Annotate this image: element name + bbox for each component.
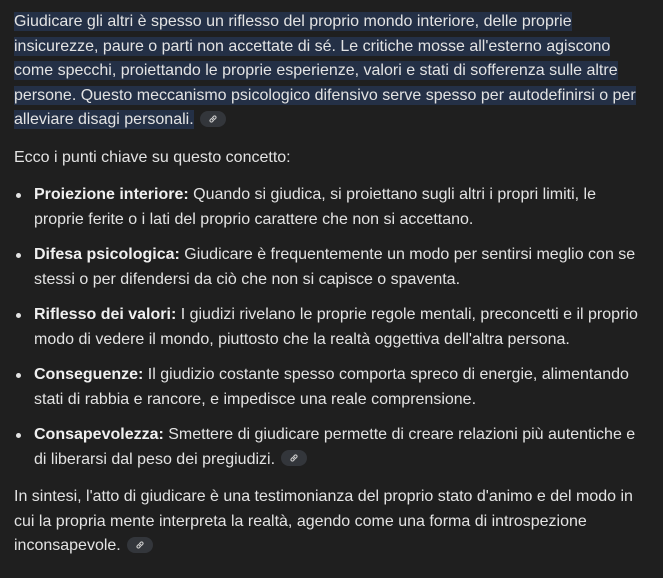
outro-paragraph (14, 485, 649, 559)
source-link-chip[interactable] (127, 537, 153, 553)
point-text: Il giudizio costante spesso comporta spreco di energie, alimentando stati di rabbia e rancore, e impedisce una reale comprensione. (34, 366, 629, 408)
lead-paragraph: Ecco i punti chiave su questo concetto: (14, 148, 291, 166)
bullet-icon (16, 313, 21, 318)
outro-text: In sintesi, l'atto di giudicare è una testimonianza del proprio stato d'animo e del modo in cui la propria mente interpreta la realtà, agendo come una forma di introspezione inconsapevole. (14, 488, 633, 554)
key-points-list (14, 183, 649, 472)
point-text: Smettere di giudicare permette di creare relazioni più autentiche e di liberarsi dal peso dei pregiudizi. (34, 426, 636, 468)
source-link-chip[interactable] (200, 111, 226, 127)
point-term: Difesa psicologica: (34, 246, 180, 263)
bullet-icon (16, 433, 21, 438)
point-term: Riflesso dei valori: (34, 306, 177, 323)
link-icon (135, 540, 145, 550)
intro-paragraph (14, 10, 649, 133)
bullet-icon (16, 253, 21, 258)
bullet-icon (16, 373, 21, 378)
list-item (14, 363, 649, 412)
point-text: Quando si giudica, si proiettano sugli altri i propri limiti, le proprie ferite o i lati del proprio carattere che non si accettano. (34, 186, 596, 228)
point-term: Proiezione interiore: (34, 186, 189, 203)
list-item (14, 423, 649, 472)
link-icon (208, 114, 218, 124)
list-item (14, 303, 649, 352)
bullet-icon (16, 193, 21, 198)
list-item (14, 243, 649, 292)
point-text: I giudizi rivelano le proprie regole mentali, preconcetti e il proprio modo di vedere il mondo, piuttosto che la realtà oggettiva dell'altra persona. (34, 306, 638, 348)
intro-highlight: Giudicare gli altri è spesso un riflesso del proprio mondo interiore, delle proprie insicurezze, paure o parti non accettate di sé. Le critiche mosse all'esterno agiscono come specchi, proiettando le proprie esperienze, valori e stati di sofferenza sulle altre persone. Questo meccanismo psicologico difensivo serve spesso per autodefinirsi o per alleviare disagi personali. (14, 13, 636, 128)
link-icon (289, 453, 299, 463)
point-text: Giudicare è frequentemente un modo per sentirsi meglio con se stessi o per difendersi da ciò che non si capisce o spaventa. (34, 246, 636, 288)
point-term: Conseguenze: (34, 366, 144, 383)
source-link-chip[interactable] (281, 450, 307, 466)
point-term: Consapevolezza: (34, 426, 164, 443)
list-item (14, 183, 649, 232)
